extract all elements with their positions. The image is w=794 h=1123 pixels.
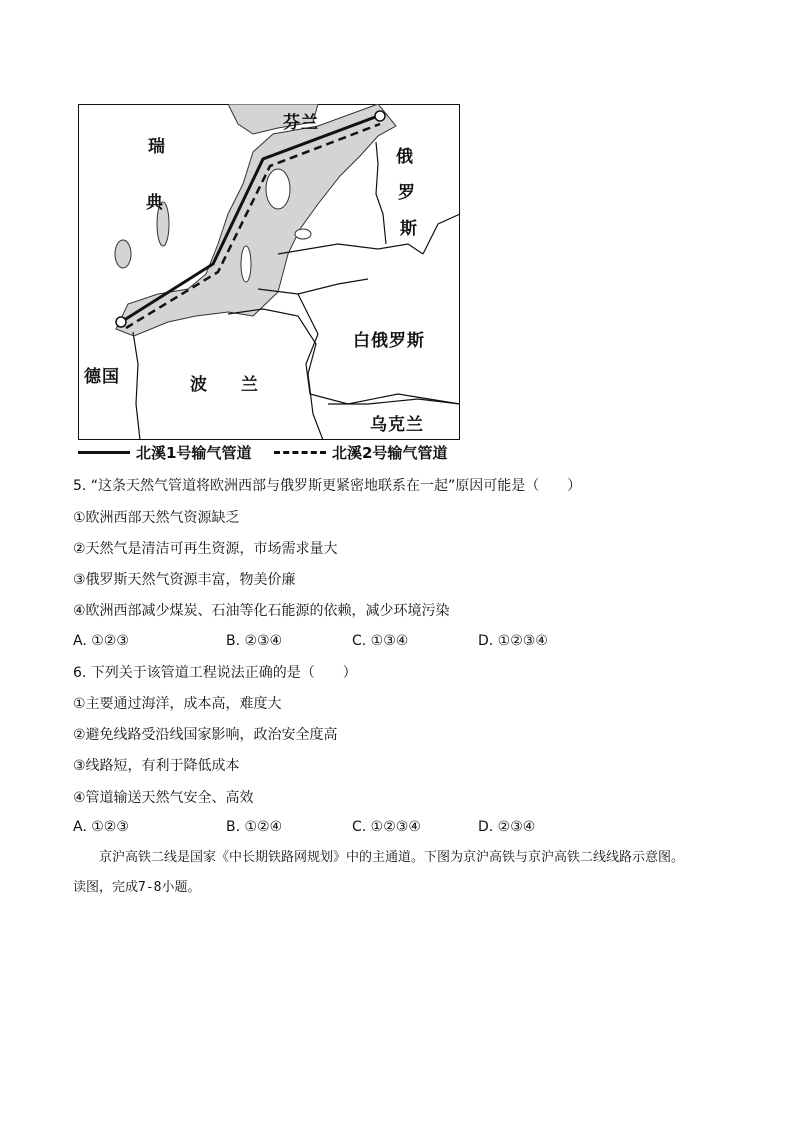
label-germany: 德国: [84, 367, 120, 387]
dashed-line-icon: [274, 451, 326, 454]
legend-label-dashed: 北溪2号输气管道: [332, 444, 448, 462]
question-5-item-3: ③俄罗斯天然气资源丰富，物美价廉: [73, 572, 296, 588]
label-finland: 芬兰: [283, 113, 319, 133]
map-legend: [78, 442, 478, 466]
question-5-item-2: ②天然气是清洁可再生资源，市场需求量大: [73, 541, 338, 557]
question-6-item-3: ③线路短，有利于降低成本: [73, 758, 240, 774]
question-5-stem: 5. “这条天然气管道将欧洲西部与俄罗斯更紧密地联系在一起”原因可能是（ ）: [73, 478, 582, 494]
q5-option-d[interactable]: D. ①②③④: [478, 633, 548, 649]
label-poland: 波 兰: [190, 375, 272, 395]
label-russia-1: 俄: [396, 147, 414, 167]
label-belarus: 白俄罗斯: [353, 331, 425, 351]
question-5-item-4: ④欧洲西部减少煤炭、石油等化石能源的依赖，减少环境污染: [73, 603, 450, 619]
intro-line-2: 读图，完成7-8小题。: [73, 880, 201, 895]
q5-option-b[interactable]: B. ②③④: [226, 633, 283, 649]
label-sweden-2: 典: [146, 193, 164, 213]
q6-option-a[interactable]: A. ①②③: [73, 819, 129, 835]
island: [266, 169, 290, 209]
q5-option-c[interactable]: C. ①③④: [352, 633, 409, 649]
legend-item-nord-stream-2: [274, 442, 447, 463]
label-sweden-1: 瑞: [148, 137, 166, 157]
lake: [115, 240, 131, 268]
question-6-options: [73, 819, 593, 839]
baltic-pipeline-map: [78, 104, 460, 440]
legend-item-nord-stream-1: [78, 442, 251, 463]
solid-line-icon: [78, 451, 130, 454]
intro-line-1: 京沪高铁二线是国家《中长期铁路网规划》中的主通道。下图为京沪高铁与京沪高铁二线线路示意图。: [99, 850, 685, 865]
question-6-item-2: ②避免线路受沿线国家影响，政治安全度高: [73, 727, 338, 743]
question-5-options: [73, 633, 593, 653]
q6-option-b[interactable]: B. ①②④: [226, 819, 283, 835]
q6-option-c[interactable]: C. ①②③④: [352, 819, 421, 835]
legend-label-solid: 北溪1号输气管道: [136, 444, 252, 462]
island: [295, 229, 311, 239]
question-6-stem: 6. 下列关于该管道工程说法正确的是（ ）: [73, 665, 357, 681]
island: [241, 246, 251, 282]
question-6-item-4: ④管道输送天然气安全、高效: [73, 790, 254, 806]
section-intro: [73, 843, 733, 903]
q6-option-d[interactable]: D. ②③④: [478, 819, 536, 835]
question-5-item-1: ①欧洲西部天然气资源缺乏: [73, 510, 240, 526]
label-ukraine: 乌克兰: [370, 415, 424, 435]
label-russia-2: 罗: [398, 183, 416, 203]
pipeline-start-point: [116, 317, 126, 327]
label-russia-3: 斯: [400, 219, 418, 239]
pipeline-end-point: [375, 111, 385, 121]
q5-option-a[interactable]: A. ①②③: [73, 633, 129, 649]
question-6-item-1: ①主要通过海洋，成本高，难度大: [73, 696, 282, 712]
